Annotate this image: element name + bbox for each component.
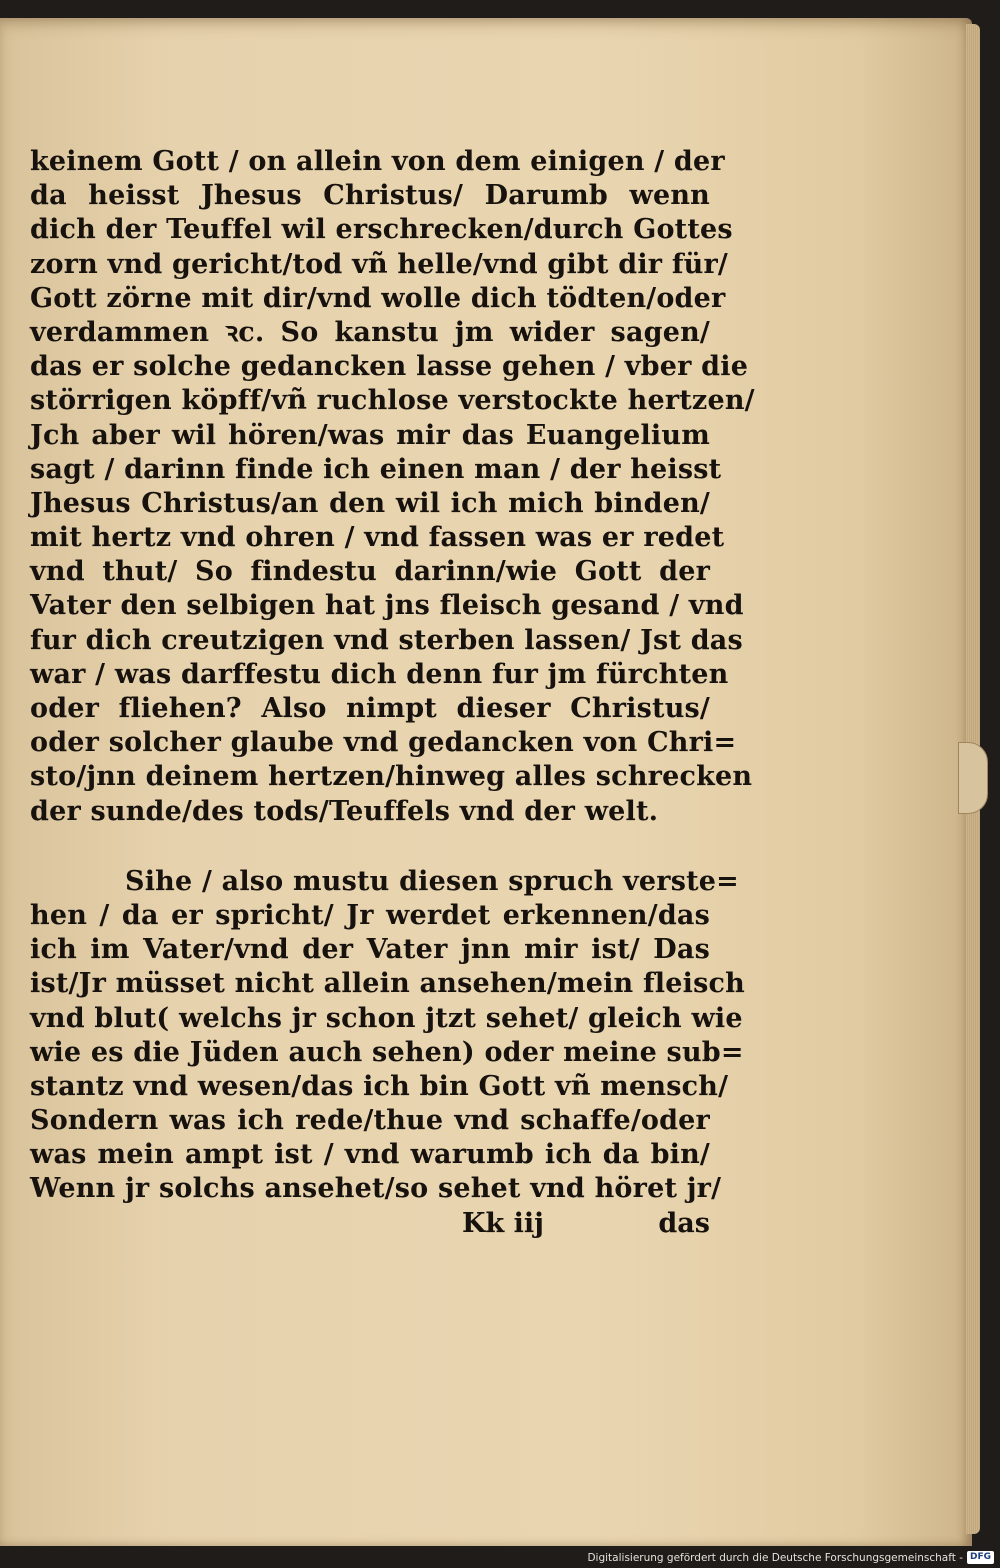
text-line: oder fliehen? Also nimpt dieser Christus/ [30, 693, 710, 724]
text-line: was mein ampt ist / vnd warumb ich da bin/ [30, 1139, 710, 1171]
text-line: Jch aber wil hören/was mir das Euangelium [30, 419, 710, 451]
text-line: Vater den selbigen hat jns fleisch gesand / vnd [30, 590, 744, 622]
text-line: war / was darffestu dich denn fur jm fürchten [30, 658, 729, 690]
thumb-tab [958, 742, 988, 814]
signature-mark: Kk iij [462, 1207, 544, 1239]
text-line: oder solcher glaube vnd gedancken von Chri= [30, 727, 737, 759]
text-line: sto/jnn deinem hertzen/hinweg alles schrecken [30, 761, 753, 793]
text-line: Sihe / also mustu diesen spruch verste= [125, 865, 739, 897]
dfg-logo: DFG [967, 1551, 994, 1564]
text-line: störrigen köpff/vñ ruchlose verstockte hertzen/ [30, 385, 755, 417]
text-line: Gott zörne mit dir/vnd wolle dich tödten/oder [30, 282, 726, 314]
text-line: ich im Vater/vnd der Vater jnn mir ist/ Das [30, 934, 710, 966]
text-line: verdammen ꝛc. So kanstu jm wider sagen/ [30, 316, 710, 348]
text-line: zorn vnd gericht/tod vñ helle/vnd gibt dir für/ [30, 248, 728, 280]
text-line: mit hertz vnd ohren / vnd fassen was er redet [30, 522, 725, 554]
text-line: dich der Teuffel wil erschrecken/durch Gottes [30, 214, 733, 246]
paragraph-gap [30, 829, 710, 865]
catchword: das [658, 1207, 710, 1239]
text-line: Sondern was ich rede/thue vnd schaffe/oder [30, 1105, 710, 1137]
text-line: sagt / darinn finde ich einen man / der heisst [30, 453, 722, 485]
credit-text: Digitalisierung gefördert durch die Deutsche Forschungsgemeinschaft - [587, 1551, 963, 1564]
text-line: hen / da er spricht/ Jr werdet erkennen/das [30, 899, 710, 931]
text-line: vnd blut( welchs jr schon jtzt sehet/ gleich wie [30, 1002, 743, 1034]
text-line: das er solche gedancken lasse gehen / vber die [30, 351, 749, 383]
paragraph-2 [30, 865, 745, 1207]
printed-text-block [30, 145, 755, 1241]
text-line: da heisst Jhesus Christus/ Darumb wenn [30, 180, 710, 212]
text-line: Jhesus Christus/an den wil ich mich binden/ [30, 487, 710, 519]
text-line: fur dich creutzigen vnd sterben lassen/ Jst das [30, 624, 743, 656]
text-line: wie es die Jüden auch sehen) oder meine sub= [30, 1036, 744, 1068]
digitization-credit [587, 1551, 994, 1564]
page-footer [30, 1207, 710, 1241]
text-line: stantz vnd wesen/das ich bin Gott vñ mensch/ [30, 1070, 729, 1102]
text-line: der sunde/des tods/Teuffels vnd der welt. [30, 795, 659, 827]
text-line: ist/Jr müsset nicht allein ansehen/mein fleisch [30, 968, 745, 1000]
text-line: Wenn jr solchs ansehet/so sehet vnd höret jr/ [30, 1173, 722, 1205]
paragraph-1 [30, 145, 755, 829]
text-line: keinem Gott / on allein von dem einigen / der [30, 146, 725, 177]
text-line: vnd thut/ So findestu darinn/wie Gott der [30, 556, 710, 588]
